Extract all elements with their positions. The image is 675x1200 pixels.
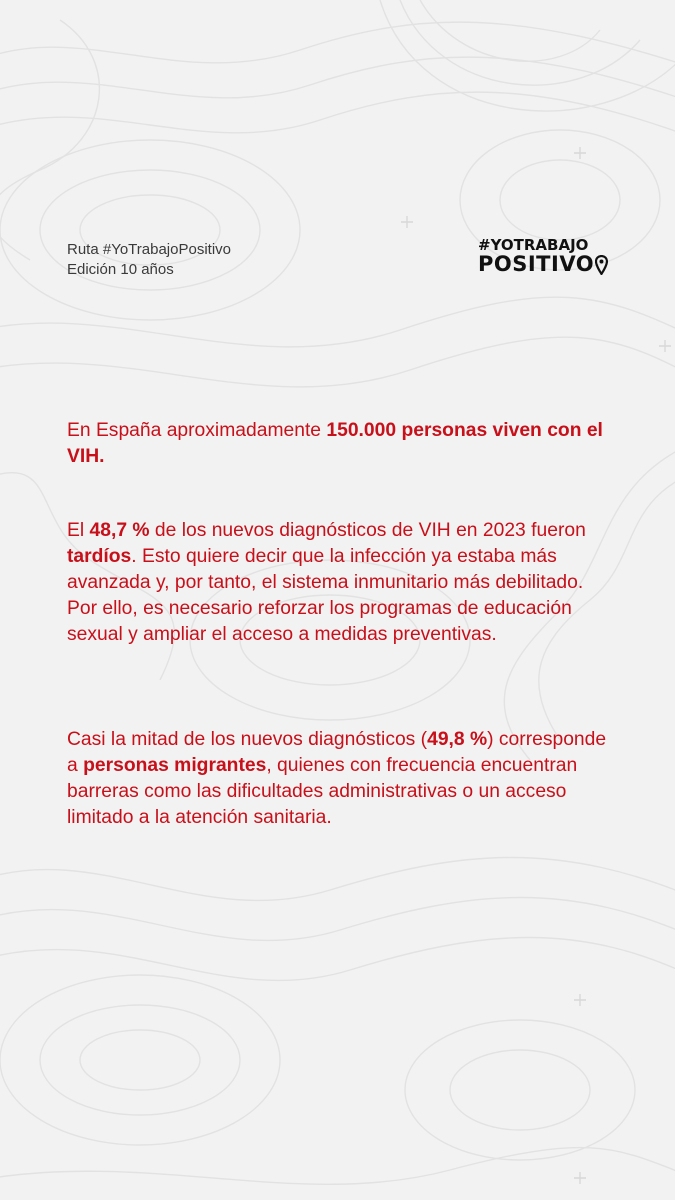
paragraph-migrants: Casi la mitad de los nuevos diagnósticos (49,8 %) corresponde a personas migrantes, quienes con frecuencia encuentran barreras como las dificultades administrativas o un acceso limitado a la atención sanitaria.: [67, 729, 607, 828]
yotrabajopositivo-logo: [478, 238, 608, 275]
header-info: [67, 240, 231, 280]
highlight-personas-migrantes: personas migrantes: [83, 755, 267, 776]
paragraph-prevalence: En España aproximadamente 150.000 personas viven con el VIH.: [67, 420, 603, 467]
logo-line2: POSITIVO: [478, 252, 595, 276]
highlight-48-7: 48,7 %: [89, 520, 150, 541]
paragraph-late-diagnosis: El 48,7 % de los nuevos diagnósticos de VIH en 2023 fueron tardíos. Esto quiere decir que la infección ya estaba más avanzada y, por tanto, el sistema inmunitario más debilitado. Por ello, es necesario reforzar los programas de educación sexual y ampliar el acceso a medidas preventivas.: [67, 520, 586, 645]
highlight-tardios: tardíos: [67, 546, 132, 567]
route-label: Ruta #YoTrabajoPositivo: [67, 241, 231, 258]
highlight-49-8: 49,8 %: [427, 729, 488, 750]
location-pin-icon: [595, 255, 608, 275]
edition-label: Edición 10 años: [67, 261, 174, 278]
logo-line1: #YOTRABAJO: [478, 236, 589, 254]
highlight-150000: 150.000 personas viven con el VIH.: [67, 420, 603, 467]
